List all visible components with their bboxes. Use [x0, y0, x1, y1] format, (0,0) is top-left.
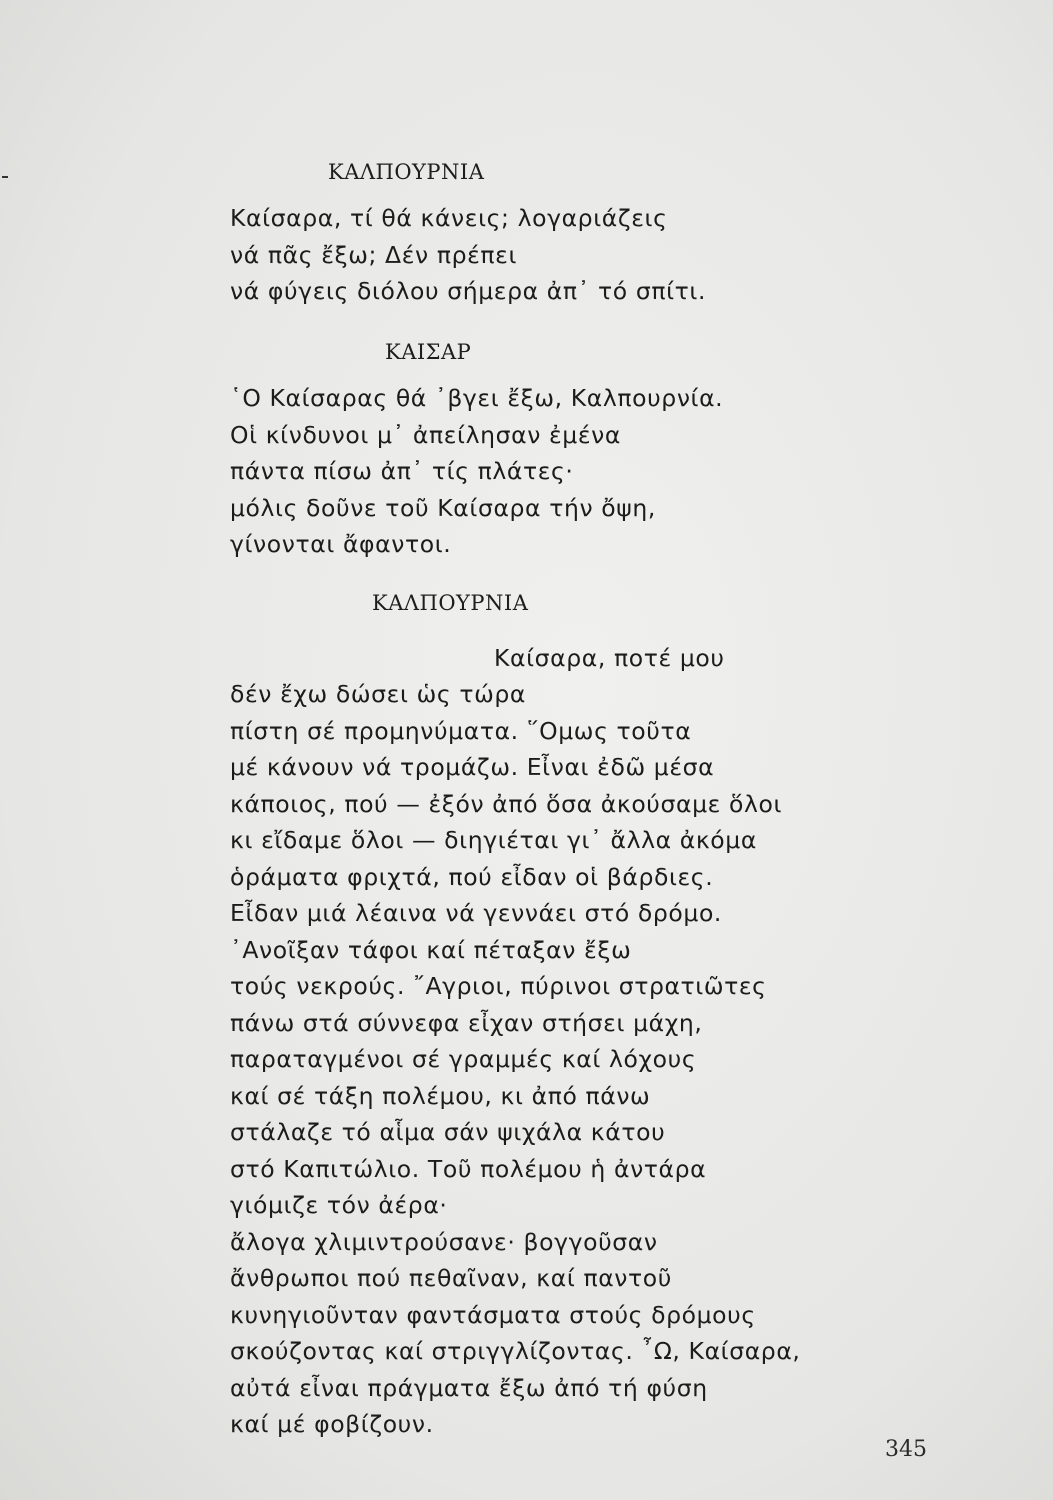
verse-line: σκούζοντας καί στριγγλίζοντας. ῏Ω, Καίσαρα,: [230, 1337, 801, 1365]
verse-line: ἄνθρωποι πού πεθαῖναν, καί παντοῦ: [230, 1264, 672, 1292]
verse-block-calpurnia-1: [230, 200, 706, 310]
speaker-calpurnia-1: ΚΑΛΠΟΥΡΝΙΑ: [328, 160, 485, 184]
page-number: 345: [885, 1437, 927, 1462]
verse-line: νά φύγεις διόλου σήμερα ἀπ᾽ τό σπίτι.: [230, 277, 707, 305]
verse-line: κυνηγιοῦνταν φαντάσματα στούς δρόμους: [230, 1300, 756, 1329]
verse-line: ῾Ο Καίσαρας θά ᾽βγει ἔξω, Καλπουρνία.: [230, 384, 724, 412]
verse-line: κάποιος, πού — ἐξόν ἀπό ὅσα ἀκούσαμε ὅλοι: [230, 789, 783, 818]
verse-line: δέν ἔχω δώσει ὡς τώρα: [230, 680, 526, 708]
verse-line: κι εἴδαμε ὅλοι — διηγιέται γι᾽ ἄλλα ἀκόμα: [230, 826, 757, 854]
speaker-caesar: ΚΑΙΣΑΡ: [385, 340, 472, 364]
verse-line: στό Καπιτώλιο. Τοῦ πολέμου ἡ ἀντάρα: [230, 1154, 707, 1183]
verse-line: αὐτά εἶναι πράγματα ἔξω ἀπό τή φύση: [230, 1373, 708, 1402]
verse-line: παραταγμένοι σέ γραμμές καί λόχους: [230, 1045, 697, 1073]
verse-line: πίστη σέ προμηνύματα. ῞Ομως τοῦτα: [230, 716, 692, 745]
verse-line: νά πᾶς ἔξω; Δέν πρέπει: [230, 240, 518, 269]
verse-line: ᾽Ανοῖξαν τάφοι καί πέταξαν ἔξω: [230, 935, 632, 964]
verse-block-caesar: [230, 380, 723, 563]
verse-line: ἄλογα χλιμιντρούσανε· βογγοῦσαν: [230, 1227, 658, 1256]
verse-line: γίνονται ἄφαντοι.: [230, 530, 452, 558]
verse-line: στάλαζε τό αἷμα σάν ψιχάλα κάτου: [230, 1118, 666, 1146]
verse-line: καί μέ φοβίζουν.: [230, 1410, 434, 1438]
verse-line: τούς νεκρούς. ῎Αγριοι, πύρινοι στρατιῶτες: [230, 972, 767, 1000]
verse-half-line: Καίσαρα, ποτέ μου: [494, 644, 725, 672]
verse-line: καί σέ τάξη πολέμου, κι ἀπό πάνω: [230, 1081, 651, 1110]
verse-line: πάντα πίσω ἀπ᾽ τίς πλάτες·: [230, 457, 574, 485]
verse-line: γιόμιζε τόν ἀέρα·: [230, 1191, 448, 1219]
margin-mark: [2, 176, 8, 178]
verse-line: Καίσαρα, τί θά κάνεις; λογαριάζεις: [230, 204, 668, 232]
verse-line: Οἱ κίνδυνοι μ᾽ ἀπείλησαν ἐμένα: [230, 420, 621, 449]
verse-line: ὁράματα φριχτά, πού εἶδαν οἱ βάρδιες.: [230, 862, 714, 891]
verse-line: μόλις δοῦνε τοῦ Καίσαρα τήν ὄψη,: [230, 493, 656, 522]
speaker-calpurnia-2: ΚΑΛΠΟΥΡΝΙΑ: [372, 591, 529, 615]
verse-line: μέ κάνουν νά τρομάζω. Εἶναι ἐδῶ μέσα: [230, 753, 715, 781]
verse-line: πάνω στά σύννεφα εἶχαν στήσει μάχη,: [230, 1008, 703, 1037]
verse-block-calpurnia-2: [230, 676, 800, 1443]
verse-line: Εἶδαν μιά λέαινα νά γεννάει στό δρόμο.: [230, 899, 722, 927]
